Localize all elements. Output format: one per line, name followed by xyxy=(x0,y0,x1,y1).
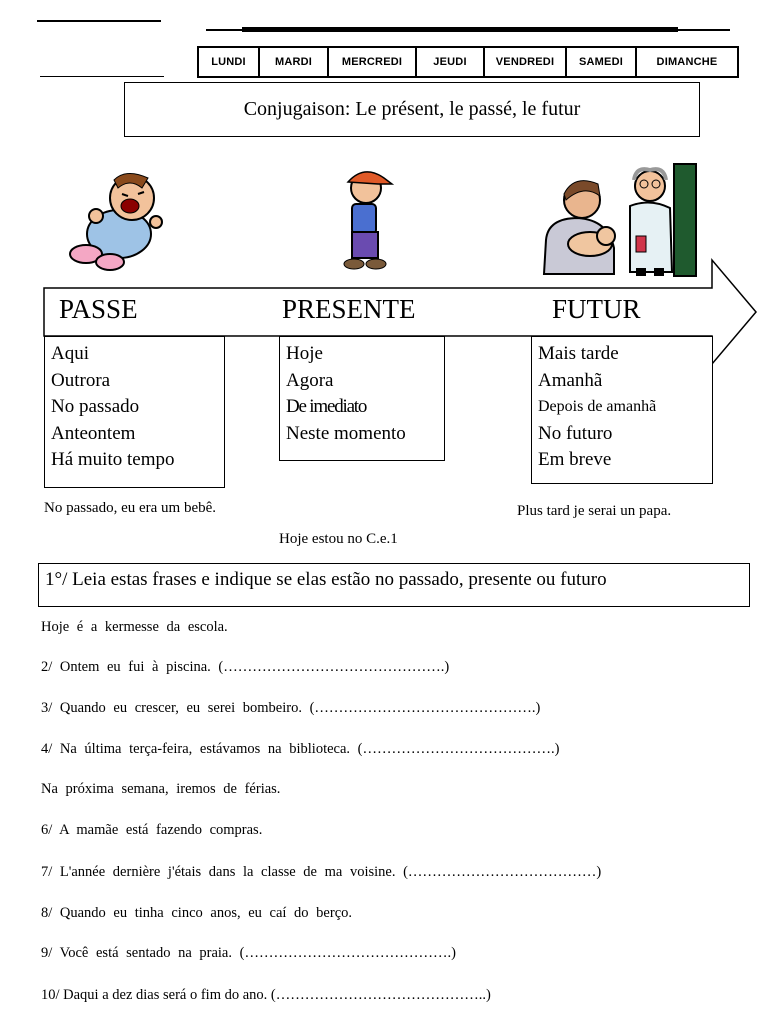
list-item: No futuro xyxy=(538,422,613,444)
list-item: Há muito tempo xyxy=(51,449,175,470)
exercise-sentence-2: 2/ Ontem eu fui à piscina. (……………………………………….) xyxy=(41,659,450,675)
name-line xyxy=(37,20,161,22)
day-jeudi[interactable]: JEUDI xyxy=(417,48,485,76)
present-words-box xyxy=(279,336,445,461)
day-samedi[interactable]: SAMEDI xyxy=(567,48,637,76)
list-item: Mais tarde xyxy=(538,343,619,364)
exercise-sentence-4: 4/ Na última terça-feira, estávamos na biblioteca. (………………………………….) xyxy=(41,741,560,757)
caption-past: No passado, eu era um bebê. xyxy=(44,500,217,516)
exercise-sentence-10: 10/ Daqui a dez dias será o fim do ano. (……………………………………..) xyxy=(41,987,491,1003)
caption-future: Plus tard je serai un papa. xyxy=(517,503,672,519)
exercise-sentence-3: 3/ Quando eu crescer, eu serei bombeiro. (……………………………………….) xyxy=(41,700,541,716)
label-presente: PRESENTE xyxy=(282,294,416,324)
day-lundi[interactable]: LUNDI xyxy=(199,48,260,76)
list-item: Agora xyxy=(286,369,334,391)
caption-present: Hoje estou no C.e.1 xyxy=(279,531,398,547)
day-vendredi[interactable]: VENDREDI xyxy=(485,48,567,76)
header-rule-left xyxy=(206,29,242,31)
list-item: Em breve xyxy=(538,449,612,470)
header-rule-right xyxy=(678,29,730,31)
list-item: Aqui xyxy=(51,343,89,364)
exercise-sentence-7: 7/ L'année dernière j'étais dans la classe de ma voisine. (…………………………………) xyxy=(41,864,602,880)
page-title: Conjugaison: Le présent, le passé, le futur xyxy=(124,82,700,137)
list-item: No passado xyxy=(51,396,140,417)
future-words-box xyxy=(531,336,713,484)
weekday-boxes xyxy=(197,46,739,78)
exercise-sentence-9: 9/ Você está sentado na praia. (…………………………………….) xyxy=(41,945,456,961)
list-item: Outrora xyxy=(51,369,111,391)
day-dimanche[interactable]: DIMANCHE xyxy=(656,56,718,68)
past-words-box xyxy=(44,336,225,488)
date-line xyxy=(40,76,164,77)
exercise-sentence-5: Na próxima semana, iremos de férias. xyxy=(41,781,281,797)
label-futur: FUTUR xyxy=(552,294,641,324)
exercise-sentence-1: Hoje é a kermesse da escola. xyxy=(41,619,228,635)
list-item: Depois de amanhã xyxy=(538,398,657,415)
header-rule xyxy=(242,27,678,32)
label-passe: PASSE xyxy=(59,294,138,324)
day-mercredi[interactable]: MERCREDI xyxy=(329,48,417,76)
list-item: Amanhã xyxy=(538,369,603,391)
exercise-sentence-6: 6/ A mamãe está fazendo compras. xyxy=(41,822,263,838)
list-item: Anteontem xyxy=(51,422,136,444)
list-item: Neste momento xyxy=(286,422,406,444)
exercise-sentence-8: 8/ Quando eu tinha cinco anos, eu caí do berço. xyxy=(41,905,353,921)
day-mardi[interactable]: MARDI xyxy=(260,48,329,76)
list-item: Hoje xyxy=(286,343,323,364)
list-item: De imediato xyxy=(286,396,367,417)
exercise-instruction: 1°/ Leia estas frases e indique se elas estão no passado, presente ou futuro xyxy=(38,563,750,607)
